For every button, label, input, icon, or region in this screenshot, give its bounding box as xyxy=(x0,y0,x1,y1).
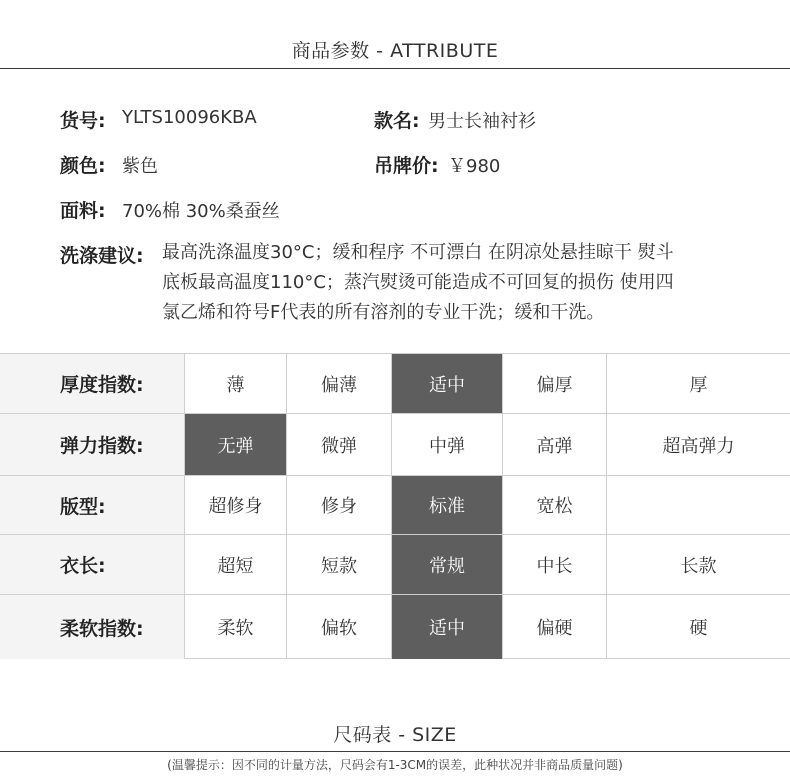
attribute-option: 宽松 xyxy=(536,496,573,517)
attribute-option-selected: 常规 xyxy=(392,535,502,594)
wash-advice-label: 洗涤建议: xyxy=(60,245,144,267)
attribute-option: 长款 xyxy=(680,555,717,577)
wash-advice-line: 氯乙烯和符号F代表的所有溶剂的专业干洗；缓和干洗。 xyxy=(162,302,605,323)
attribute-row-label-text: 版型: xyxy=(60,495,106,518)
wash-advice-line: 底板最高温度110°C；蒸汽熨烫可能造成不可回复的损伤 使用四 xyxy=(162,272,674,293)
attribute-row-label xyxy=(0,414,184,475)
table-grid-line xyxy=(184,353,185,658)
attribute-row-label xyxy=(0,535,184,594)
attribute-option: 硬 xyxy=(689,618,708,639)
attribute-option: 偏薄 xyxy=(321,374,357,396)
attribute-option: 高弹 xyxy=(536,435,573,457)
attribute-table xyxy=(0,353,790,659)
style-name-value: 男士长袖衬衫 xyxy=(428,111,536,132)
attribute-option: 超短 xyxy=(217,555,254,577)
attribute-option: 超高弹力 xyxy=(662,435,735,457)
table-grid-line xyxy=(606,353,607,658)
attribute-row-label-text: 衣长: xyxy=(60,555,106,577)
attribute-option: 超修身 xyxy=(208,496,263,517)
attribute-option: 中长 xyxy=(536,555,573,577)
attribute-row-label-text: 厚度指数: xyxy=(60,374,144,396)
color-label: 颜色: xyxy=(60,155,106,177)
color-value: 紫色 xyxy=(122,156,158,177)
table-grid-line xyxy=(391,353,392,658)
attribute-row-label xyxy=(0,354,184,413)
wash-advice-line: 最高洗涤温度30°C；缓和程序 不可漂白 在阴凉处悬挂晾干 熨斗 xyxy=(162,242,674,263)
item-no-label: 货号: xyxy=(60,110,106,132)
table-grid-line xyxy=(286,353,287,658)
size-section-title: 尺码表 - SIZE xyxy=(333,724,457,746)
attribute-option-selected: 无弹 xyxy=(185,414,286,475)
attribute-option: 短款 xyxy=(321,555,357,577)
table-grid-line xyxy=(502,353,503,658)
item-no-value: YLTS10096KBA xyxy=(122,107,257,128)
attribute-row-label xyxy=(0,476,184,534)
attribute-option: 薄 xyxy=(226,374,245,396)
attribute-row-label-text: 柔软指数: xyxy=(60,617,144,640)
style-name-label: 款名: xyxy=(374,110,420,132)
attribute-option-selected: 标准 xyxy=(392,476,502,534)
attribute-option: 柔软 xyxy=(217,618,254,639)
attribute-option: 厚 xyxy=(689,374,708,396)
attribute-option: 微弹 xyxy=(321,435,357,457)
attribute-option: 偏厚 xyxy=(536,374,573,396)
attribute-option: 中弹 xyxy=(429,435,465,457)
params-title-rule xyxy=(0,68,790,69)
attribute-option-selected: 适中 xyxy=(392,354,502,413)
params-section-title: 商品参数 - ATTRIBUTE xyxy=(291,40,499,62)
size-note: (温馨提示：因不同的计量方法，尺码会有1-3CM的误差，此种状况并非商品质量问题) xyxy=(167,758,623,772)
attribute-option: 修身 xyxy=(321,496,357,517)
attribute-option: 偏硬 xyxy=(536,618,573,639)
attribute-row-label xyxy=(0,595,184,659)
tag-price-value: ￥980 xyxy=(448,156,501,177)
attribute-option xyxy=(607,476,790,534)
fabric-label: 面料: xyxy=(60,200,106,222)
fabric-value: 70%棉 30%桑蚕丝 xyxy=(122,201,280,222)
attribute-option-selected: 适中 xyxy=(392,595,502,659)
attribute-row-label-text: 弹力指数: xyxy=(60,435,144,457)
attribute-option: 偏软 xyxy=(321,618,357,639)
tag-price-label: 吊牌价: xyxy=(374,155,439,177)
wash-advice-text xyxy=(162,238,762,328)
size-title-rule xyxy=(0,751,790,752)
